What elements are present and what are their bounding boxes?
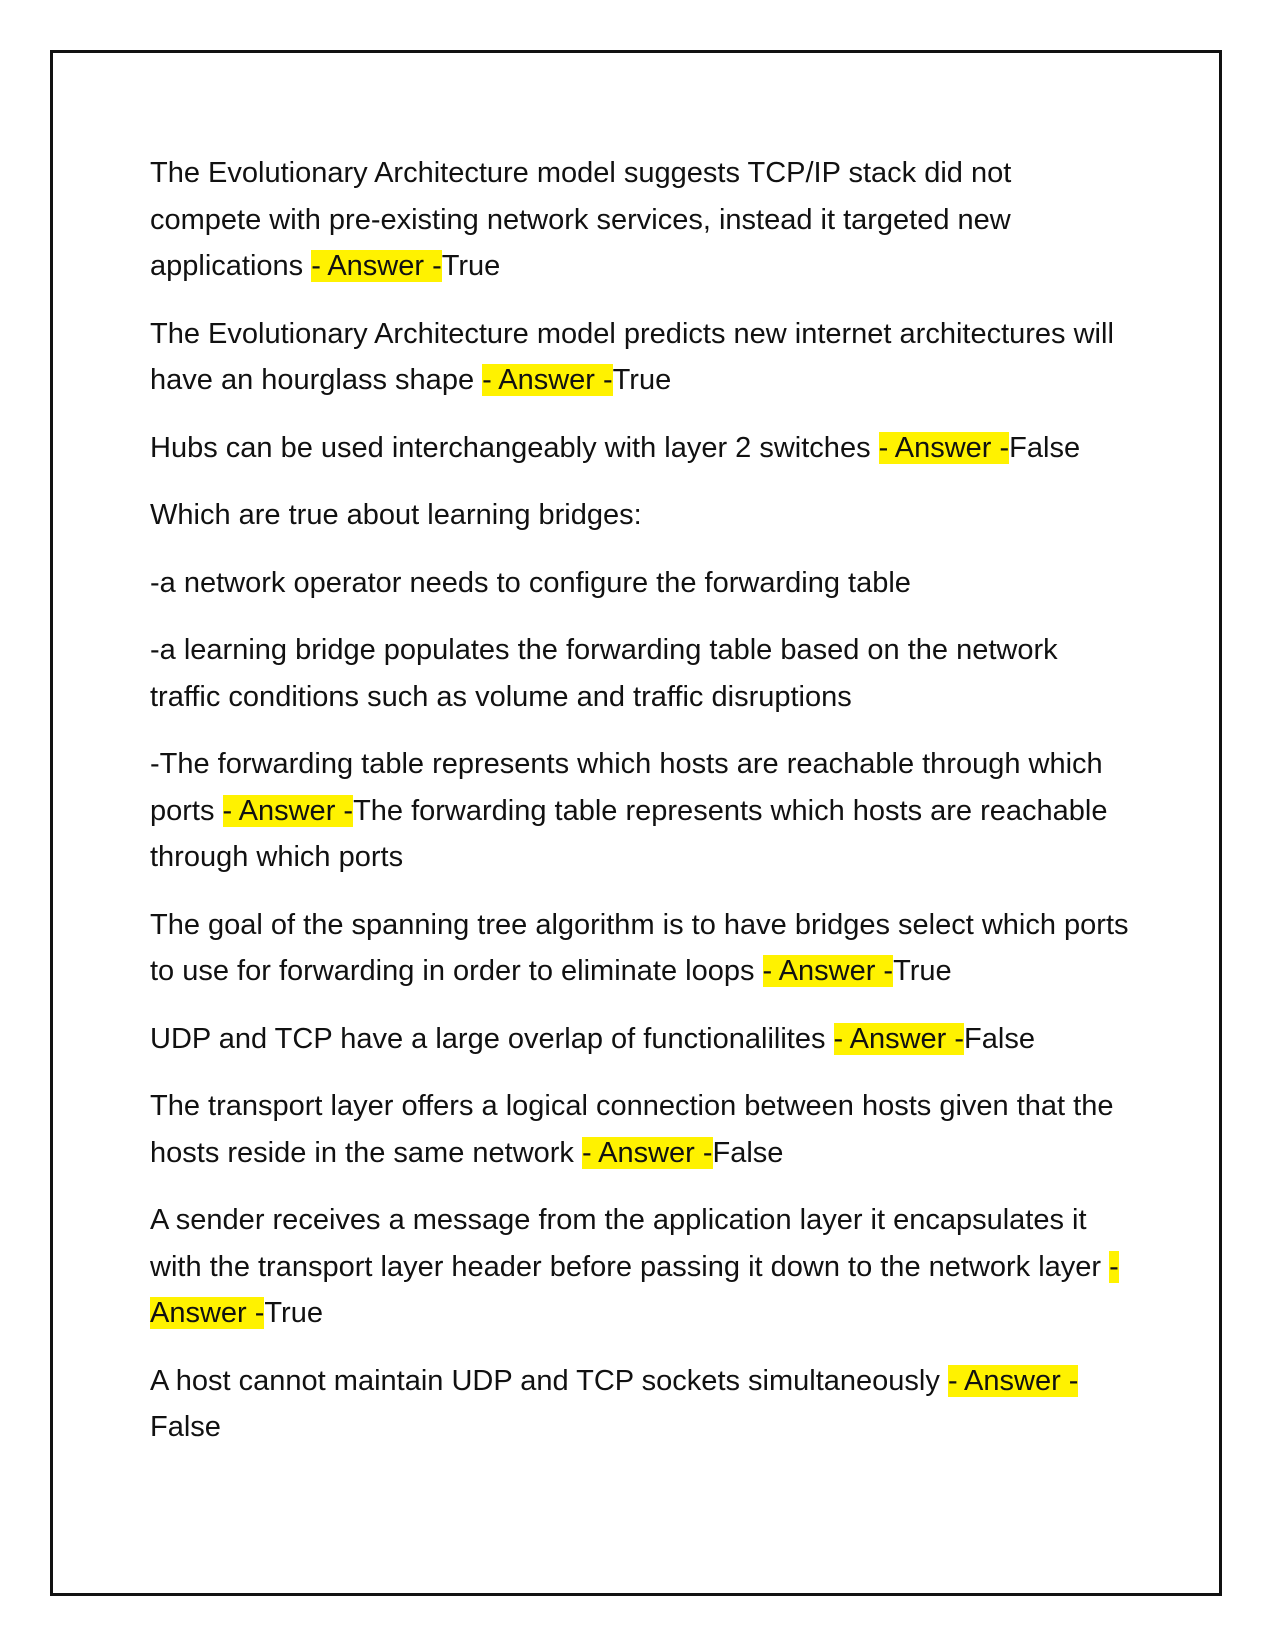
qa-entry-3 bbox=[150, 425, 1130, 472]
question-text: UDP and TCP have a large overlap of functionalilites bbox=[150, 1022, 834, 1055]
answer-marker: - Answer - bbox=[762, 955, 894, 987]
qa-entry-2 bbox=[150, 311, 1130, 404]
option-item bbox=[150, 560, 1130, 607]
answer-marker: - Answer - bbox=[311, 250, 442, 282]
option-text: -The forwarding table represents which hosts are reachable through which ports bbox=[150, 748, 1103, 827]
option-text: -a network operator needs to configure the forwarding table bbox=[150, 566, 911, 599]
qa-entry-7 bbox=[150, 1197, 1130, 1337]
answer-text: True bbox=[441, 250, 501, 282]
answer-marker: - Answer - bbox=[833, 1022, 965, 1055]
answer-text: True bbox=[612, 364, 672, 396]
question-text: The goal of the spanning tree algorithm is to have bridges select which ports to use for forwarding in order to eliminate loops bbox=[150, 908, 1129, 987]
question-text: A host cannot maintain UDP and TCP sockets simultaneously bbox=[150, 1364, 948, 1397]
answer-marker: - Answer - bbox=[482, 364, 613, 396]
qa-entry-4 bbox=[150, 902, 1130, 995]
question-text: The transport layer offers a logical connection between hosts given that the hosts reside in the same network bbox=[150, 1090, 1114, 1169]
answer-text: False bbox=[150, 1411, 221, 1443]
qa-entry-option bbox=[150, 741, 1130, 881]
answer-text: False bbox=[964, 1022, 1035, 1055]
qa-entry-1 bbox=[150, 150, 1130, 290]
question-text: The Evolutionary Architecture model predicts new internet architectures will have an hourglass shape bbox=[150, 317, 1114, 396]
qa-entry-5 bbox=[150, 1016, 1130, 1063]
answer-marker: - Answer - bbox=[878, 431, 1010, 464]
answer-marker: - Answer - bbox=[581, 1136, 713, 1169]
question-text: Hubs can be used interchangeably with layer 2 switches bbox=[150, 431, 879, 464]
answer-text: True bbox=[264, 1297, 323, 1329]
qa-entry-6 bbox=[150, 1083, 1130, 1176]
answer-text: False bbox=[1009, 431, 1081, 464]
answer-text: False bbox=[712, 1136, 784, 1169]
answer-marker: - Answer - bbox=[150, 1250, 1119, 1329]
document-body bbox=[150, 150, 1130, 1472]
answer-text: True bbox=[893, 955, 952, 987]
question-text: The Evolutionary Architecture model suggests TCP/IP stack did not compete with pre-existing network services, instead it targeted new applications bbox=[150, 157, 1012, 282]
answer-marker: - Answer - bbox=[222, 794, 354, 827]
question-heading bbox=[150, 492, 1130, 539]
option-item bbox=[150, 627, 1130, 720]
option-text: -a learning bridge populates the forwarding table based on the network traffic conditions such as volume and traffic disruptions bbox=[150, 634, 1058, 713]
qa-entry-8 bbox=[150, 1358, 1130, 1451]
answer-marker: - Answer - bbox=[947, 1364, 1079, 1397]
answer-text: The forwarding table represents which hosts are reachable through which ports bbox=[150, 794, 1108, 873]
question-text: Which are true about learning bridges: bbox=[150, 499, 642, 531]
question-text: A sender receives a message from the application layer it encapsulates it with the transport layer header before passing it down to the network layer bbox=[150, 1204, 1110, 1283]
